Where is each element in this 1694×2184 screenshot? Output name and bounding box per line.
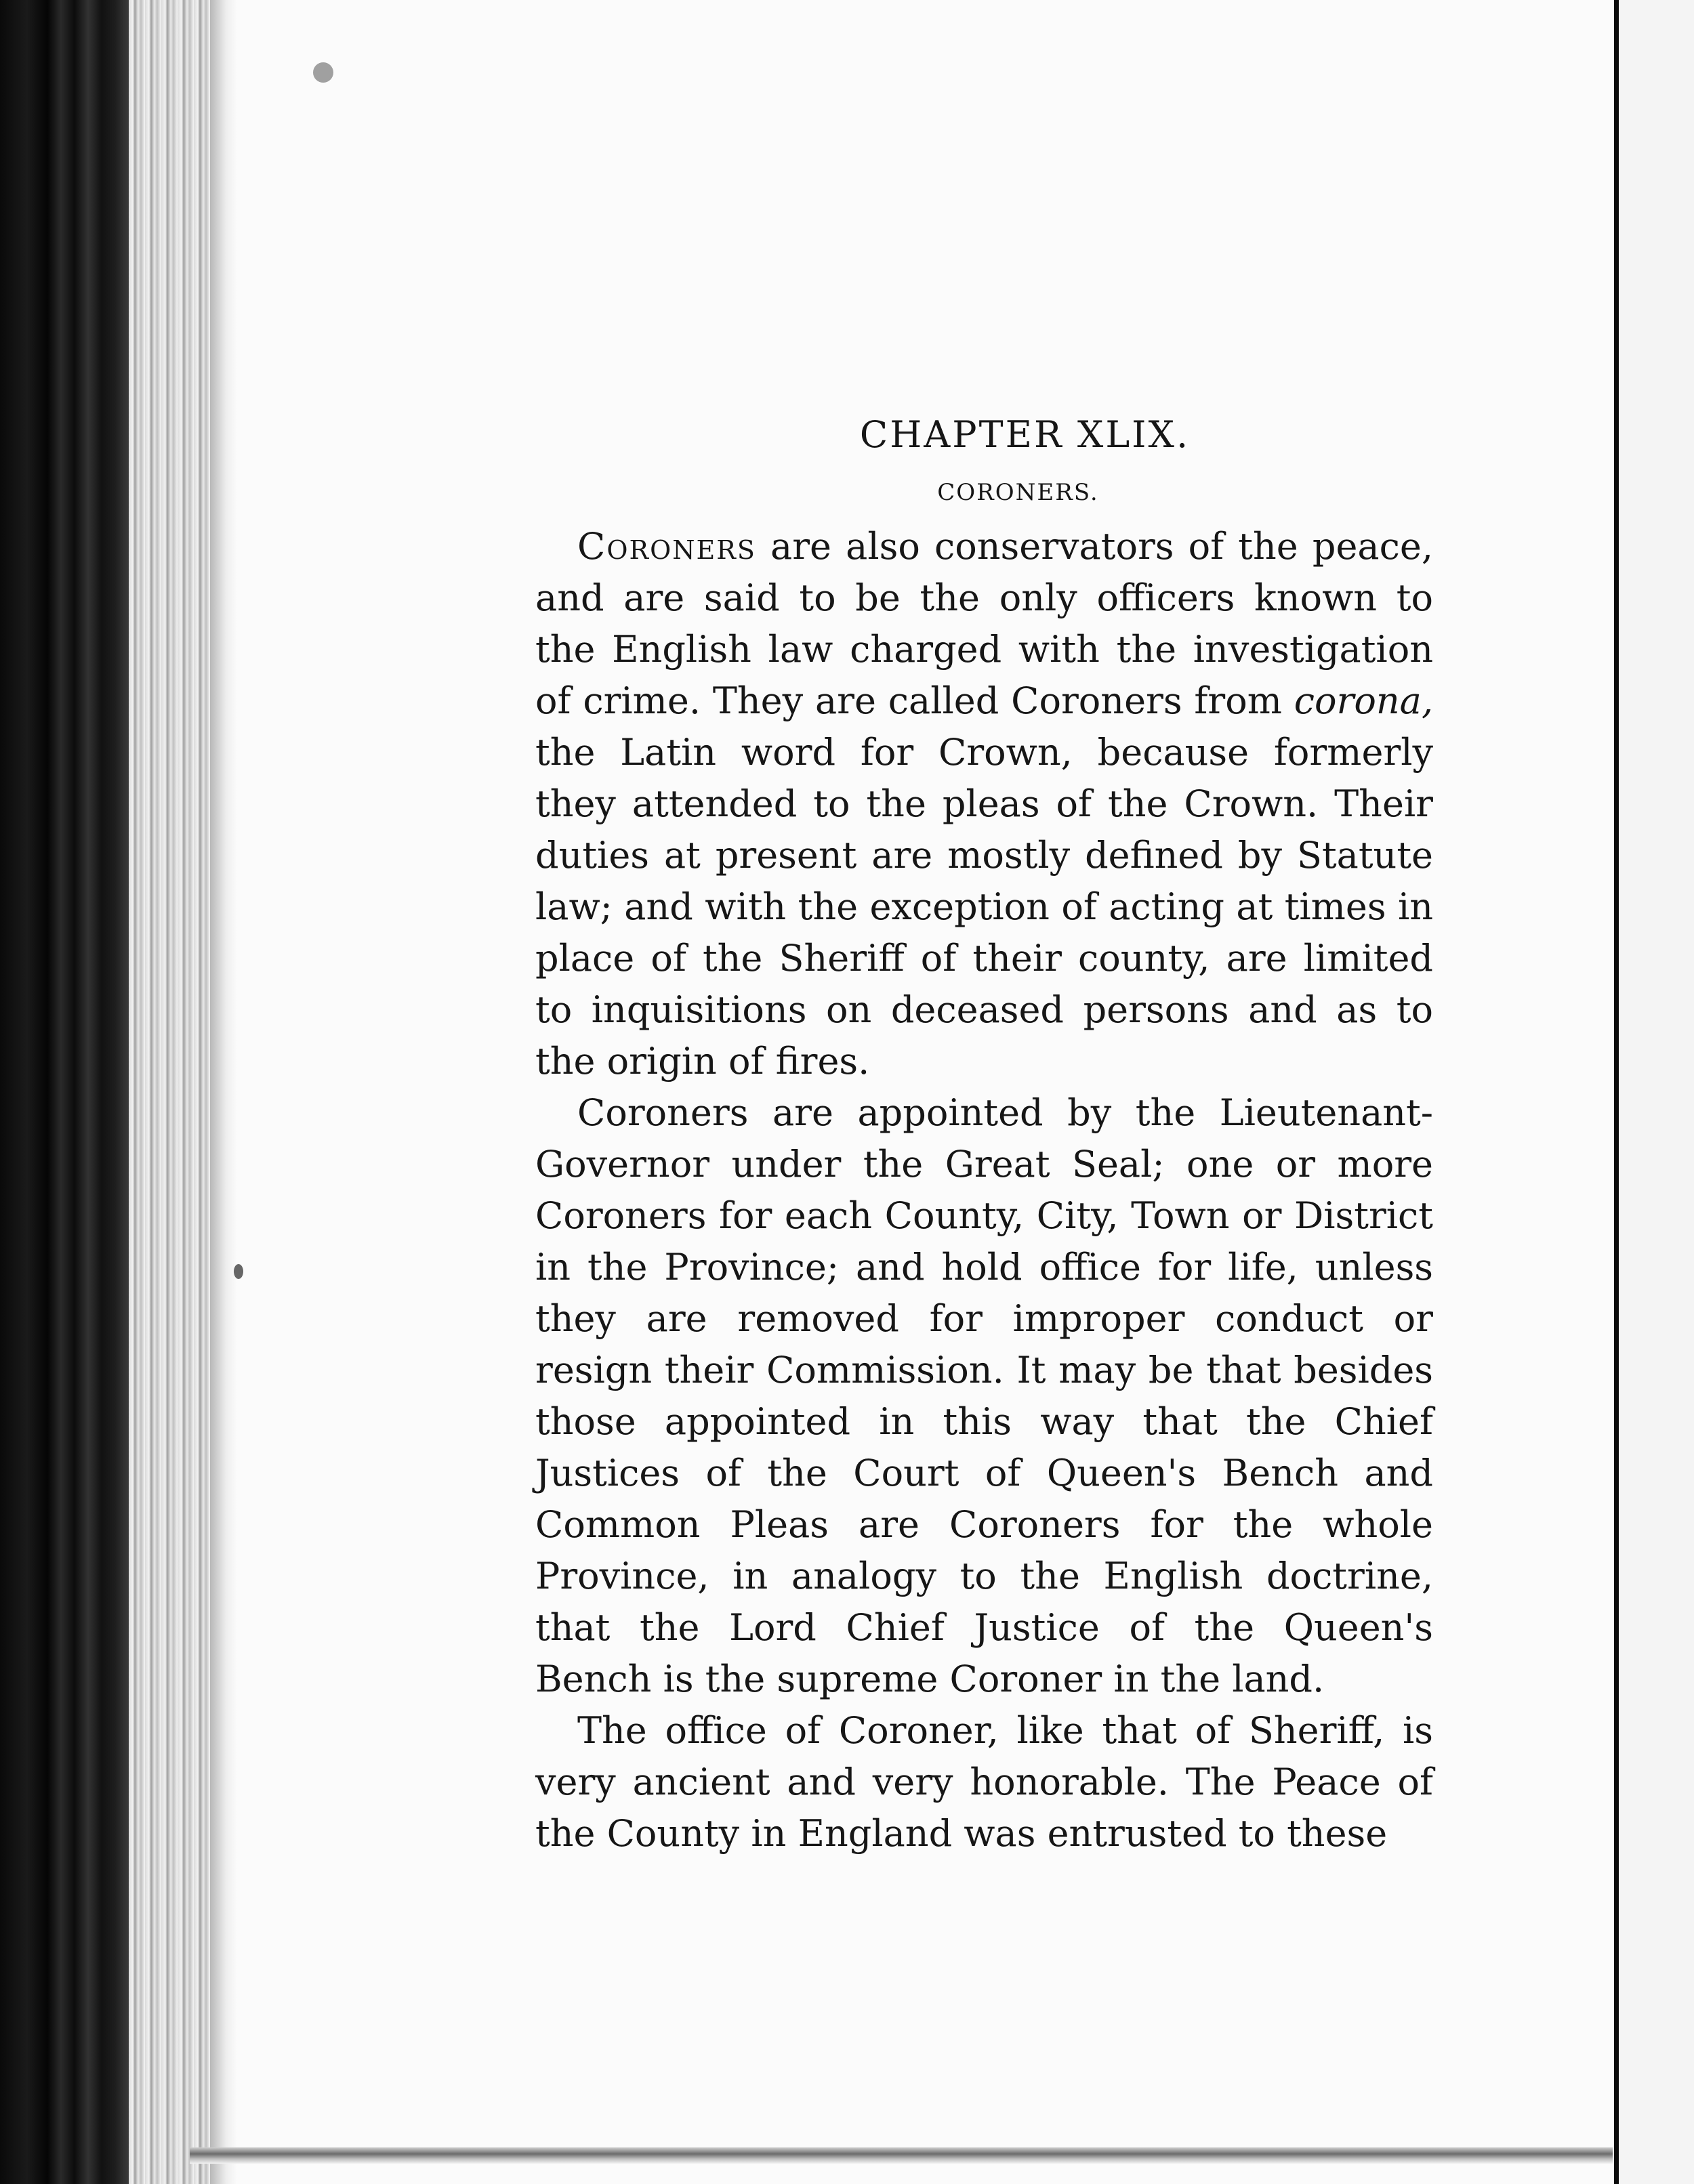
right-margin [1619, 0, 1694, 2184]
section-title: CORONERS. [937, 479, 1099, 506]
ink-speck [313, 62, 333, 83]
paragraph-1 [535, 521, 1433, 1087]
text-block [535, 413, 1433, 1860]
book-spine [0, 0, 129, 2184]
page-edges [129, 0, 224, 2184]
chapter-title: CHAPTER XLIX. [859, 413, 1191, 456]
page-bottom-edge [190, 2147, 1613, 2164]
paragraph-1-lead: Coroners [577, 525, 756, 568]
ink-speck [234, 1264, 243, 1279]
paragraph-1-text-before: are also conservators of the peace, and are said to be the only officers known to the English law charged with the investigation of crime. They are called Coroners from [535, 525, 1433, 722]
paragraph-1-italic-term: corona, [1294, 679, 1433, 722]
page-fold-shadow [210, 0, 237, 2184]
paragraph-3: The office of Coroner, like that of Sheriff, is very ancient and very honorable. The Peace of the County in England was entrusted to these [535, 1709, 1433, 1855]
right-border-rule [1614, 0, 1619, 2184]
paragraph-1-text-after: the Latin word for Crown, because formerly they attended to the pleas of the Crown. Their duties at present are mostly defined by Statute law; and with the exception of acting at times in place of the Sheriff of their county, are limited to inquisitions on deceased persons and as to the origin of fires. [535, 731, 1433, 1083]
paragraph-2: Coroners are appointed by the Lieutenant-Governor under the Great Seal; one or more Coroners for each County, City, Town or District in the Province; and hold office for life, unless they are removed for improper conduct or resign their Commission. It may be that besides those appointed in this way that the Chief Justices of the Court of Queen's Bench and Common Pleas are Coroners for the whole Province, in analogy to the English doctrine, that the Lord Chief Justice of the Queen's Bench is the supreme Coroner in the land. [535, 1091, 1433, 1700]
